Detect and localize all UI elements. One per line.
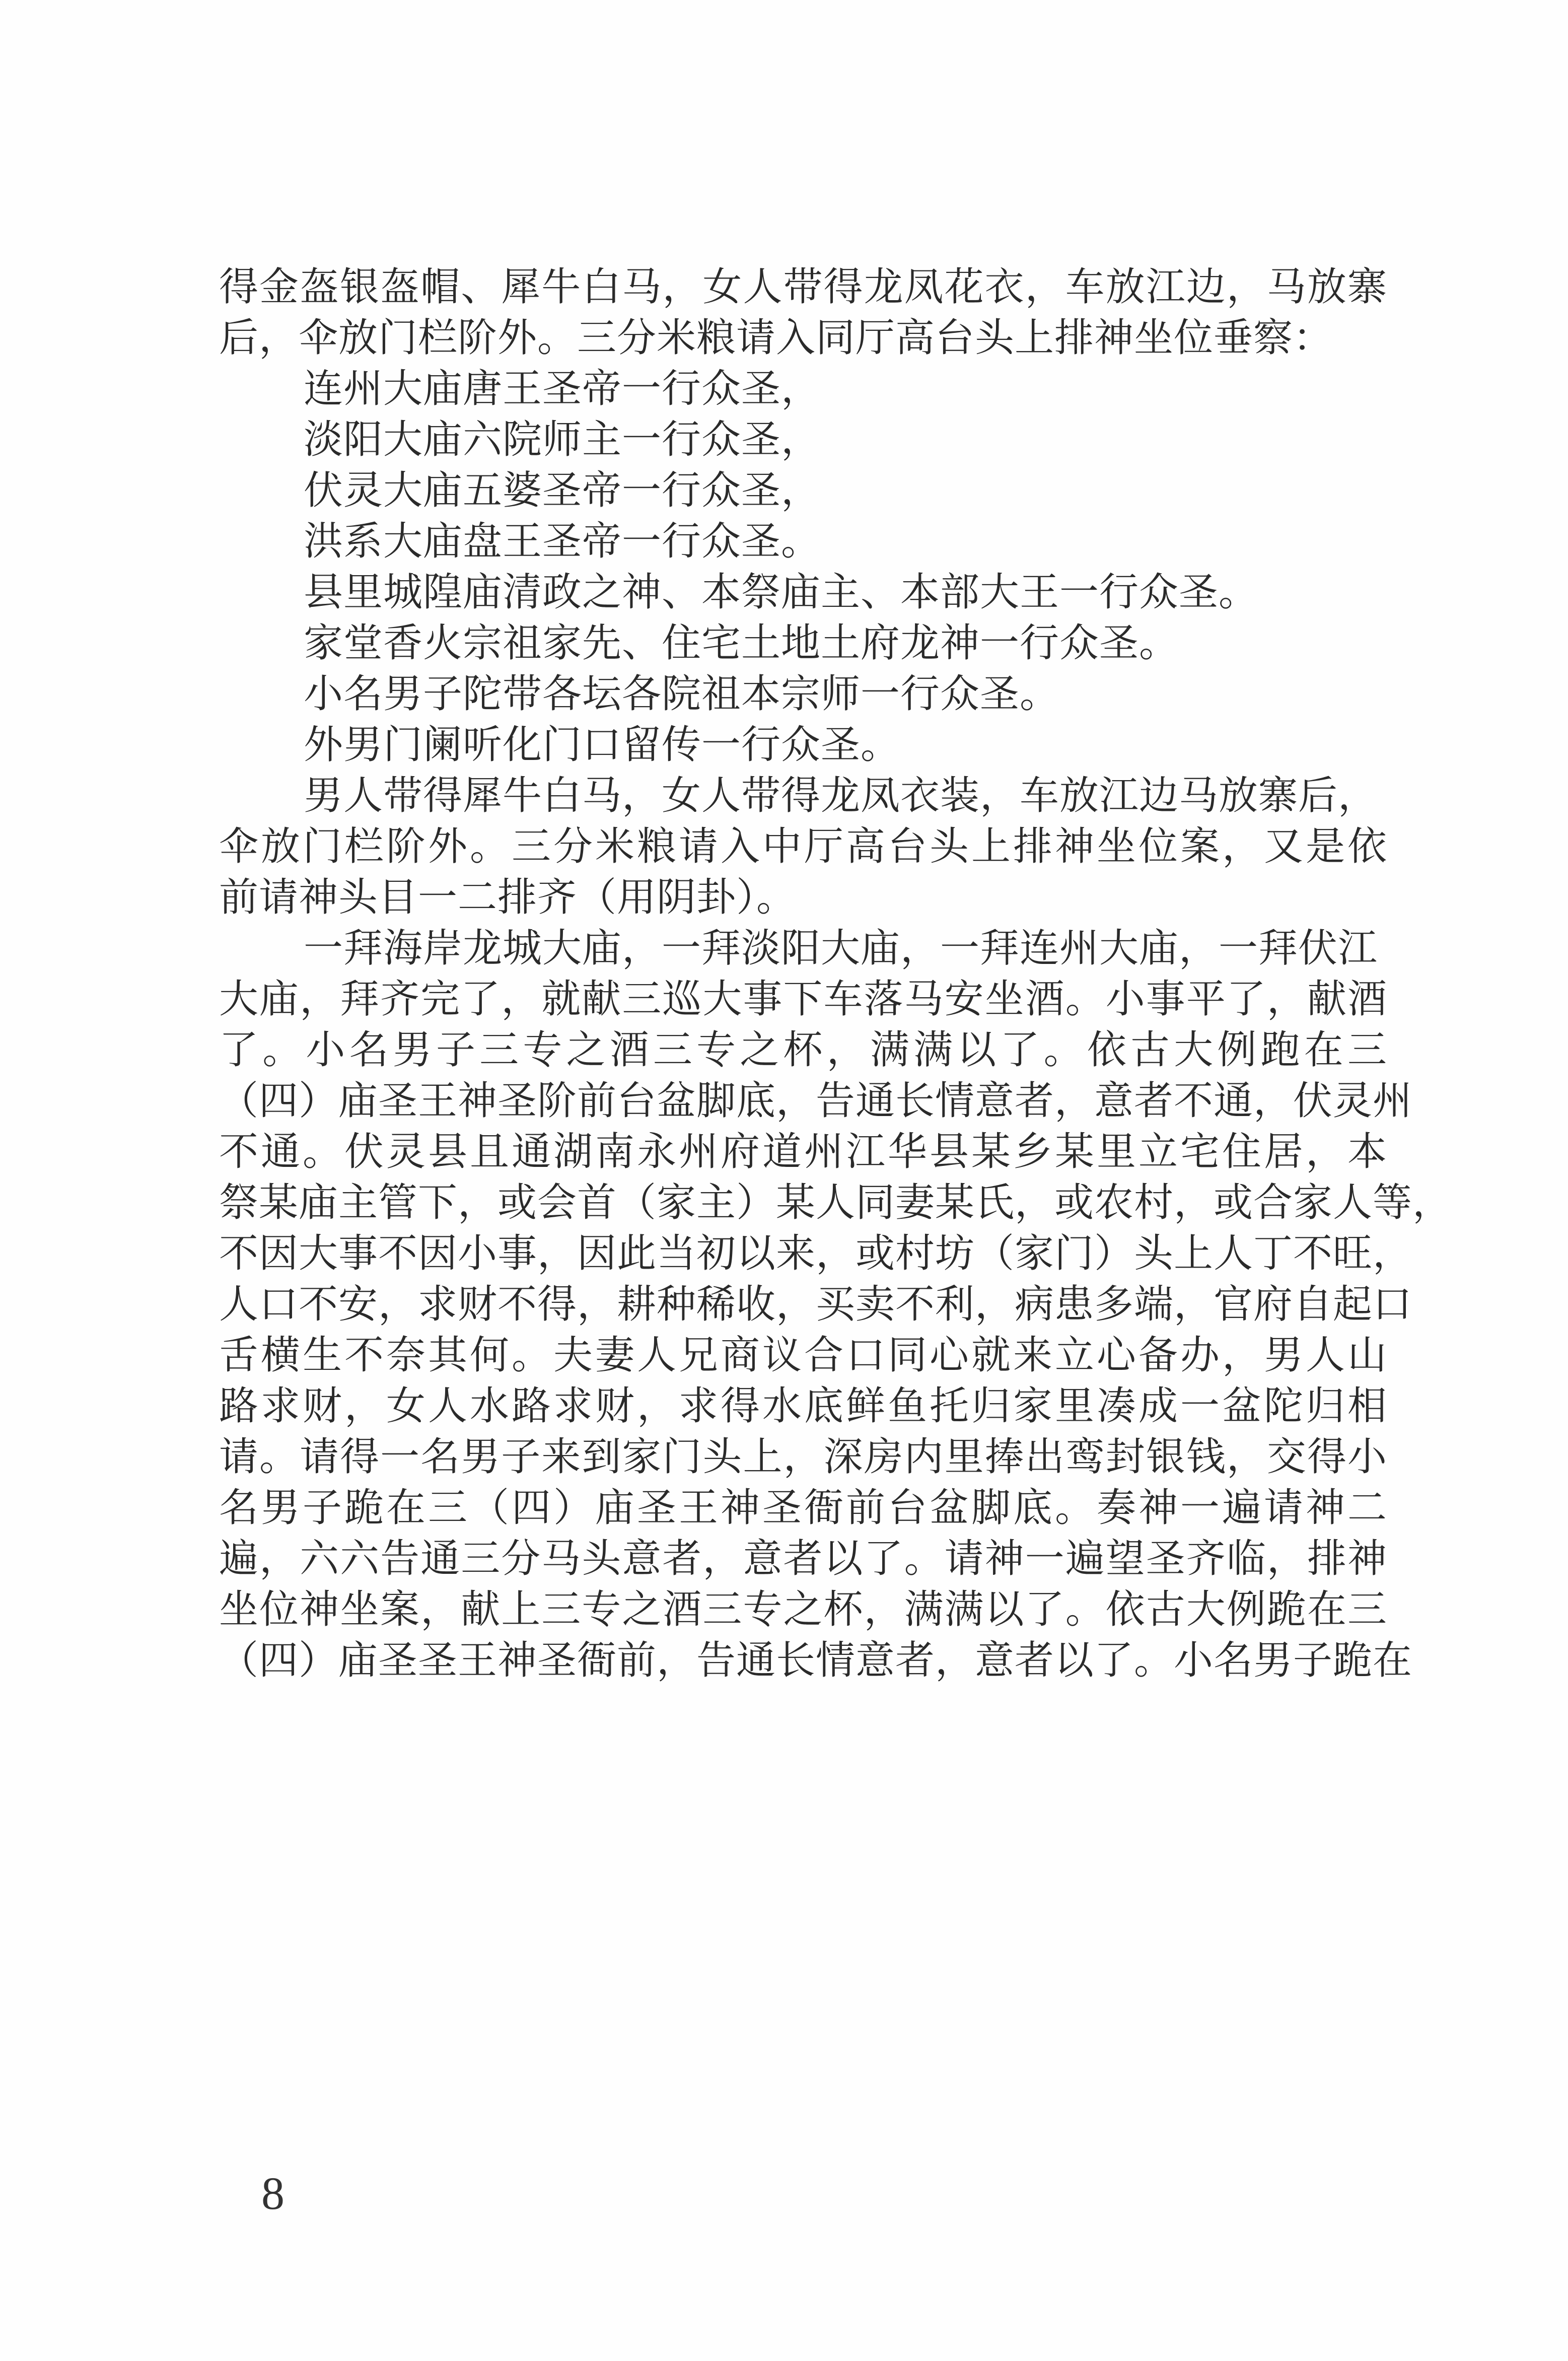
text-line: 淡阳大庙六院师主一行众圣， [304,417,821,462]
text-line: 男人带得犀牛白马，女人带得龙凤衣装，车放江边马放寨后， [304,773,1378,818]
text-line: 祭某庙主管下，或会首（家主）某人同妻某氏，或农村，或合家人等， [219,1180,1453,1225]
text-line: 路求财，女人水路求财，求得水底鲜鱼托归家里凑成一盆陀归相 [219,1383,1387,1429]
text-line: （四）庙圣圣王神圣衙前，告通长情意者，意者以了。小名男子跪在 [219,1638,1413,1683]
text-line: 伞放门栏阶外。三分米粮请入中厅高台头上排神坐位案，又是依 [219,824,1387,869]
text-line: 了。小名男子三专之酒三专之杯，满满以了。依古大例跑在三 [219,1027,1387,1073]
text-line: 外男门阑听化门口留传一行众圣。 [304,722,901,768]
text-line: 请。请得一名男子来到家门头上，深房内里捧出鸾封银钱，交得小 [219,1434,1387,1480]
text-line: 家堂香火宗祖家先、住宅土地土府龙神一行众圣。 [304,620,1179,666]
text-line: 遍，六六告通三分马头意者，意者以了。请神一遍望圣齐临，排神 [219,1536,1387,1581]
text-line: 大庙，拜齐完了，就献三巡大事下车落马安坐酒。小事平了，献酒 [219,977,1387,1022]
text-line: 不通。伏灵县且通湖南永州府道州江华县某乡某里立宅住居，本 [219,1129,1387,1174]
text-line: 舌横生不奈其何。夫妻人兄商议合口同心就来立心备办，男人山 [219,1333,1387,1378]
text-line: 得金盔银盔帽、犀牛白马，女人带得龙凤花衣，车放江边，马放寨 [219,264,1387,310]
text-line: 小名男子陀带各坛各院祖本宗师一行众圣。 [304,671,1060,717]
page-number: 8 [261,2168,284,2219]
text-line: 一拜海岸龙城大庙，一拜淡阳大庙，一拜连州大庙，一拜伏江 [304,926,1378,971]
body-text [219,262,1453,1686]
text-line: 名男子跪在三（四）庙圣王神圣衙前台盆脚底。奏神一遍请神二 [219,1485,1387,1531]
text-line: 人口不安，求财不得，耕种稀收，买卖不利，病患多端，官府自起口 [219,1282,1413,1327]
text-line: 前请神头目一二排齐（用阴卦）。 [219,875,797,920]
text-line: （四）庙圣王神圣阶前台盆脚底，告通长情意者，意者不通，伏灵州 [219,1078,1413,1124]
text-line: 坐位神坐案，献上三专之酒三专之杯，满满以了。依古大例跪在三 [219,1587,1387,1632]
text-line: 后，伞放门栏阶外。三分米粮请入同厅高台头上排神坐位垂察： [219,315,1333,361]
text-line: 洪系大庙盘王圣帝一行众圣。 [304,519,821,564]
text-line: 连州大庙唐王圣帝一行众圣， [304,366,821,411]
text-line: 不因大事不因小事，因此当初以来，或村坊（家门）头上人丁不旺， [219,1231,1413,1276]
text-line: 伏灵大庙五婆圣帝一行众圣， [304,468,821,513]
text-line: 县里城隍庙清政之神、本祭庙主、本部大王一行众圣。 [304,570,1259,615]
